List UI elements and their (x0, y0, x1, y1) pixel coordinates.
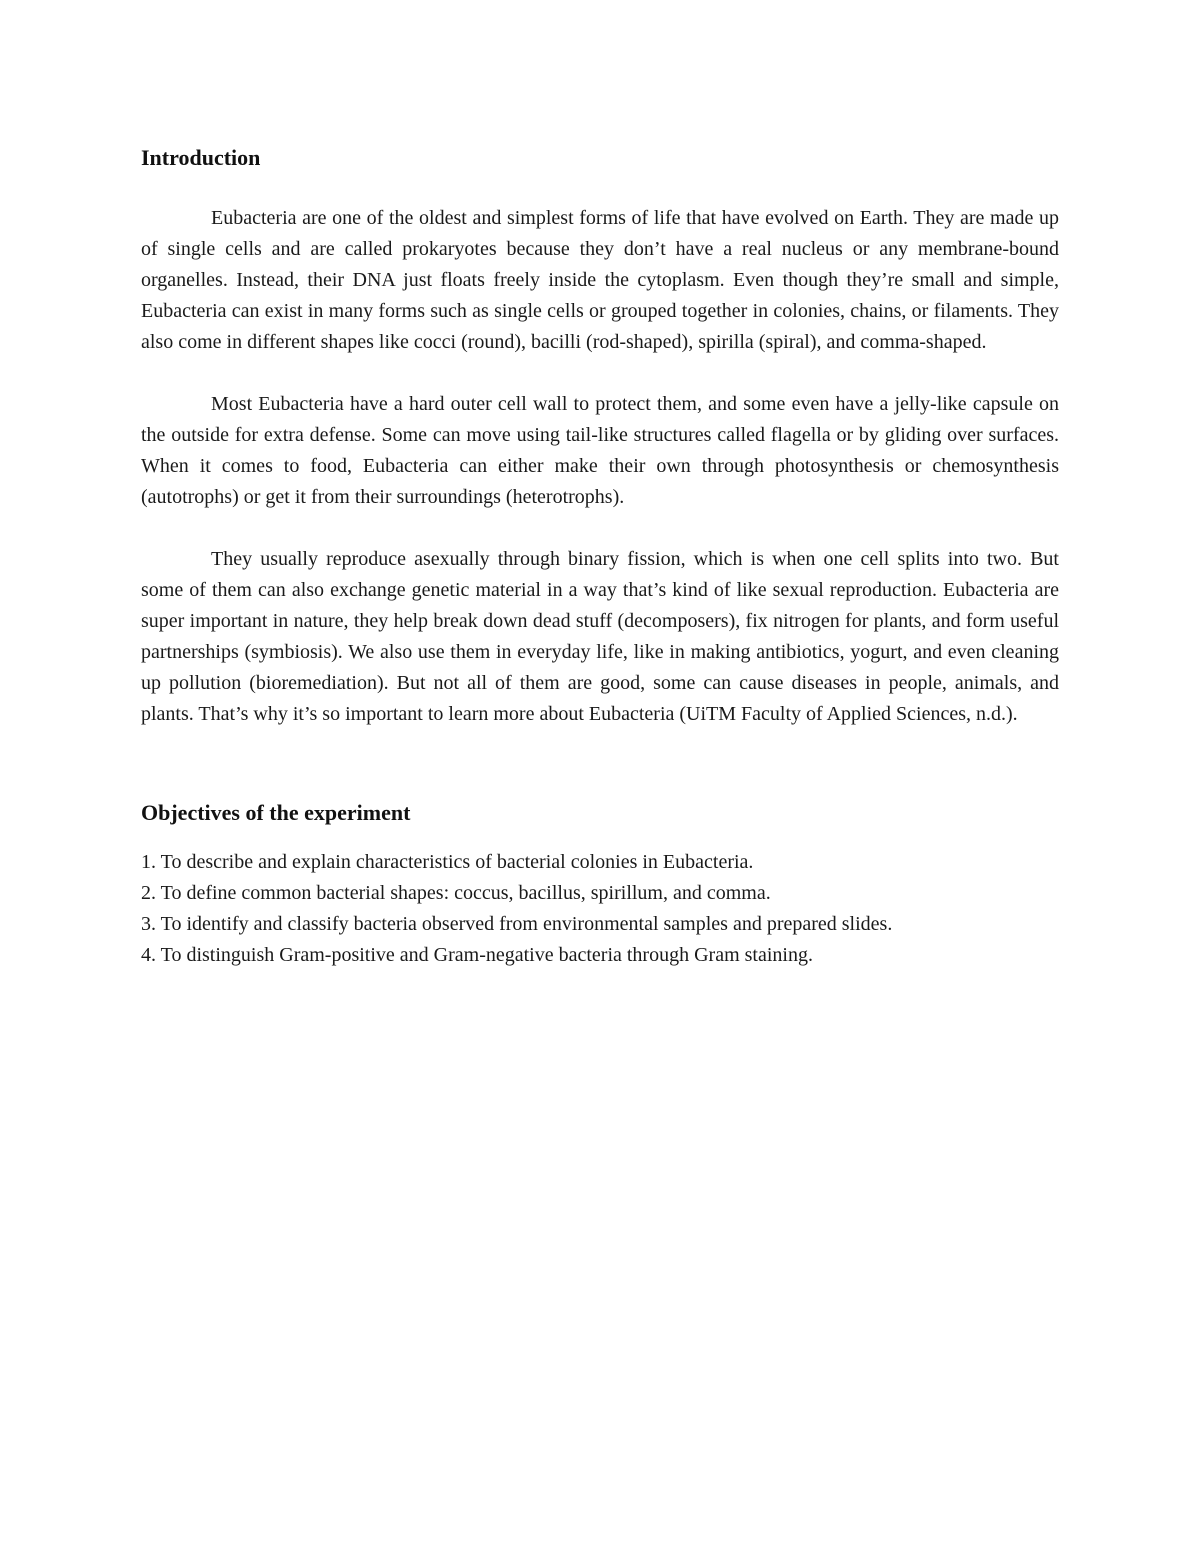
introduction-heading: Introduction (141, 145, 261, 170)
objective-item-1: 1. To describe and explain characteristics of bacterial colonies in Eubacteria. (141, 851, 754, 873)
objective-item-4: 4. To distinguish Gram-positive and Gram-negative bacteria through Gram staining. (141, 944, 813, 966)
objectives-heading: Objectives of the experiment (141, 800, 411, 825)
page-content (141, 140, 1059, 971)
introduction-paragraph-2: Most Eubacteria have a hard outer cell wall to protect them, and some even have a jelly-like capsule on the outside for extra defense. Some can move using tail-like structures called flagella or by gliding over surfaces. When it comes to food, Eubacteria can either make their own through photosynthesis or chemosynthesis (autotrophs) or get it from their surroundings (heterotrophs). (141, 393, 1059, 508)
objective-item-3: 3. To identify and classify bacteria observed from environmental samples and prepared slides. (141, 913, 893, 935)
introduction-paragraph-3: They usually reproduce asexually through binary fission, which is when one cell splits into two. But some of them can also exchange genetic material in a way that’s kind of like sexual reproduction. Eubacteria are super important in nature, they help break down dead stuff (decomposers), fix nitrogen for plants, and form useful partnerships (symbiosis). We also use them in everyday life, like in making antibiotics, yogurt, and even cleaning up pollution (bioremediation). But not all of them are good, some can cause diseases in people, animals, and plants. That’s why it’s so important to learn more about Eubacteria (UiTM Faculty of Applied Sciences, n.d.). (141, 548, 1059, 725)
objectives-list (141, 847, 1059, 971)
objective-item-2: 2. To define common bacterial shapes: coccus, bacillus, spirillum, and comma. (141, 882, 771, 904)
introduction-paragraph-1: Eubacteria are one of the oldest and simplest forms of life that have evolved on Earth. They are made up of single cells and are called prokaryotes because they don’t have a real nucleus or any membrane-bound organelles. Instead, their DNA just floats freely inside the cytoplasm. Even though they’re small and simple, Eubacteria can exist in many forms such as single cells or grouped together in colonies, chains, or filaments. They also come in different shapes like cocci (round), bacilli (rod-shaped), spirilla (spiral), and comma-shaped. (141, 207, 1059, 353)
